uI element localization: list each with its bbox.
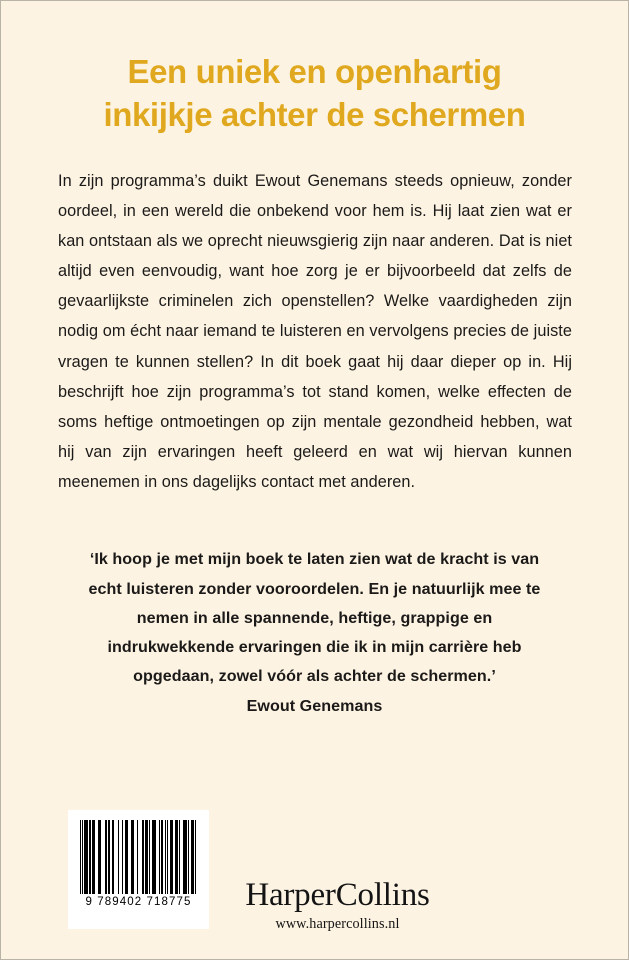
headline	[1, 1, 628, 137]
blurb-text	[1, 137, 628, 498]
cover-footer	[1, 769, 628, 959]
pull-quote-attribution: Ewout Genemans	[246, 696, 383, 715]
publisher-name: HarperCollins	[245, 877, 430, 914]
blurb-paragraph: In zijn programma’s duikt Ewout Genemans steeds opnieuw, zonder oordeel, in een wereld die onbekend voor hem is. Hij laat zien wat er kan ontstaan als we oprecht nieuwsgierig zijn naar anderen. Dat is niet altijd even eenvoudig, want hoe zorg je er bijvoorbeeld dat zelfs de gevaarlijkste criminelen zich openstellen? Welke vaardigheden zijn nodig om écht naar iemand te luisteren en vervolgens precies de juiste vragen te kunnen stellen? In dit boek gaat hij daar dieper op in. Hij beschrijft hoe zijn programma’s tot stand komen, welke effecten de soms heftige ontmoetingen op zijn mentale gezondheid hebben, wat hij van zijn ervaringen heeft geleerd en wat wij hiervan kunnen meenemen in ons dagelijks contact met anderen.	[58, 171, 572, 492]
pull-quote-text: ‘Ik hoop je met mijn boek te laten zien wat de kracht is van echt luisteren zonder vooroordelen. En je natuurlijk mee te nemen in alle spannende, heftige, grappige en indrukwekkende ervaringen die ik in mijn carrière heb opgedaan, zowel vóór als achter de schermen.’	[88, 550, 541, 686]
headline-line-1: Een uniek en openhartig	[127, 53, 502, 90]
publisher-url: www.harpercollins.nl	[275, 916, 400, 932]
publisher-logo	[1, 878, 628, 933]
headline-line-2: inkijkje achter de schermen	[103, 95, 526, 133]
barcode-digits: 9 789402 718775	[85, 896, 192, 908]
pull-quote-block	[1, 497, 628, 721]
